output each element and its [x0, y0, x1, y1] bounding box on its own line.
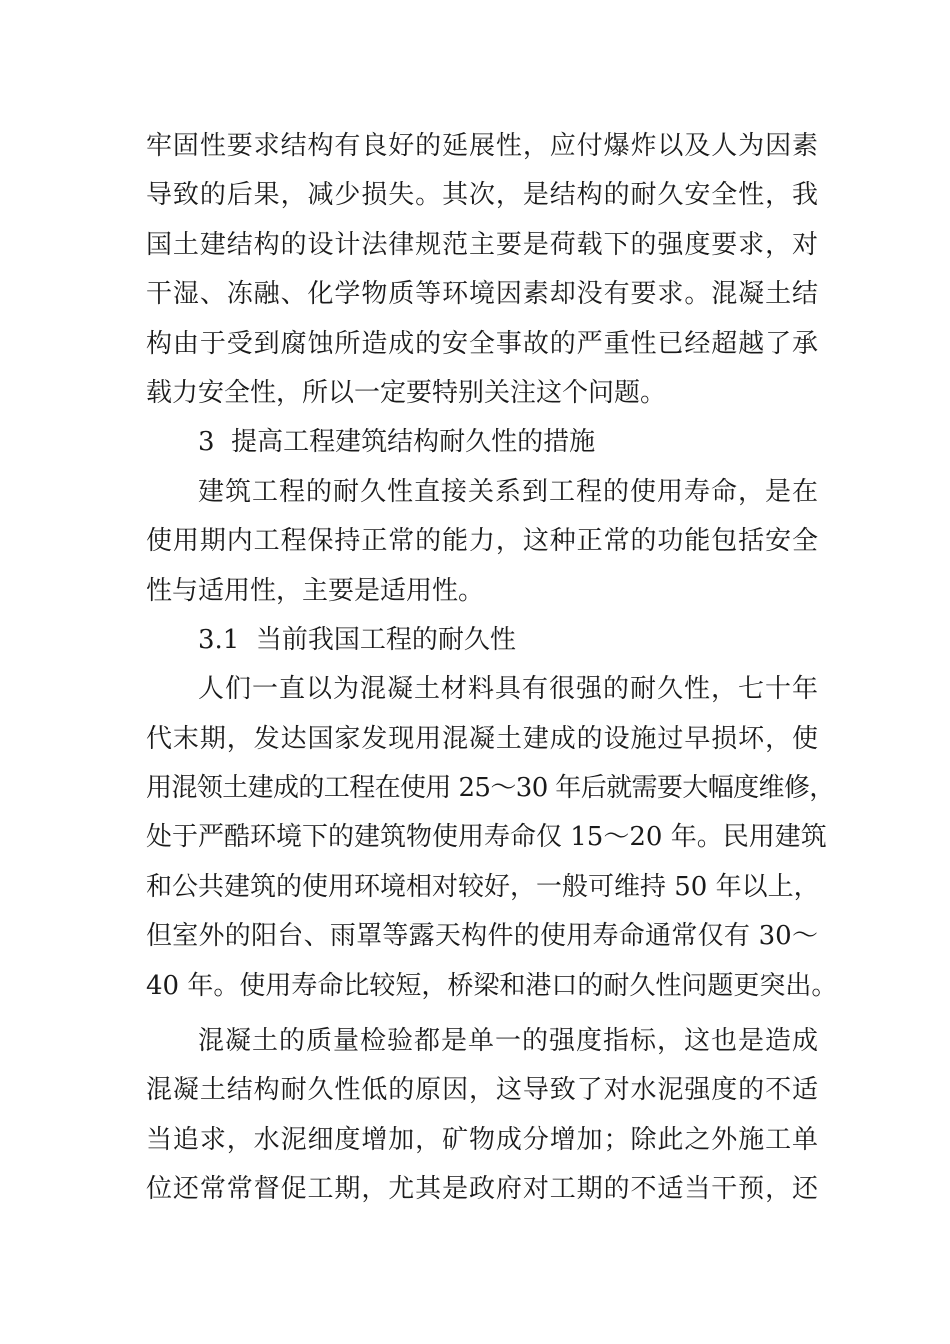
section-heading: 3 提高工程建筑结构耐久性的措施 [198, 427, 596, 458]
paragraph-line: 导致的后果，减少损失。其次，是结构的耐久安全性，我 [146, 180, 818, 211]
paragraph-line: 载力安全性，所以一定要特别关注这个问题。 [146, 377, 667, 408]
paragraph-line: 用混领土建成的工程在使用 25～30 年后就需要大幅度维修， [146, 773, 835, 804]
paragraph-line: 当追求，水泥细度增加，矿物成分增加；除此之外施工单 [146, 1124, 818, 1155]
paragraph-line: 混凝土结构耐久性低的原因，这导致了对水泥强度的不适 [146, 1075, 818, 1106]
paragraph-line: 处于严酷环境下的建筑物使用寿命仅 15～20 年。民用建筑 [146, 822, 827, 853]
paragraph-line: 位还常常督促工期，尤其是政府对工期的不适当干预，还 [146, 1174, 818, 1205]
paragraph-line: 构由于受到腐蚀所造成的安全事故的严重性已经超越了承 [146, 328, 818, 359]
paragraph-line: 混凝土的质量检验都是单一的强度指标，这也是造成 [198, 1026, 818, 1057]
paragraph-line: 建筑工程的耐久性直接关系到工程的使用寿命，是在 [198, 476, 818, 507]
paragraph-line: 国土建结构的设计法律规范主要是荷载下的强度要求，对 [146, 229, 818, 260]
paragraph-line: 性与适用性，主要是适用性。 [146, 575, 485, 606]
paragraph-line: 代末期，发达国家发现用混凝土建成的设施过早损坏，使 [146, 723, 818, 754]
paragraph-line: 和公共建筑的使用环境相对较好，一般可维持 50 年以上， [146, 871, 820, 902]
paragraph-line: 牢固性要求结构有良好的延展性，应付爆炸以及人为因素 [146, 131, 818, 161]
paragraph-line: 使用期内工程保持正常的能力，这种正常的功能包括安全 [146, 526, 818, 557]
paragraph-line: 40 年。使用寿命比较短，桥梁和港口的耐久性问题更突出。 [146, 970, 838, 1001]
document-body [146, 122, 838, 1215]
paragraph-line: 干湿、冻融、化学物质等环境因素却没有要求。混凝土结 [146, 279, 818, 310]
subsection-heading: 3.1 当前我国工程的耐久性 [198, 624, 516, 655]
paragraph-line: 人们一直以为混凝土材料具有很强的耐久性，七十年 [198, 674, 818, 705]
paragraph-line: 但室外的阳台、雨罩等露天构件的使用寿命通常仅有 30～ [146, 921, 818, 952]
